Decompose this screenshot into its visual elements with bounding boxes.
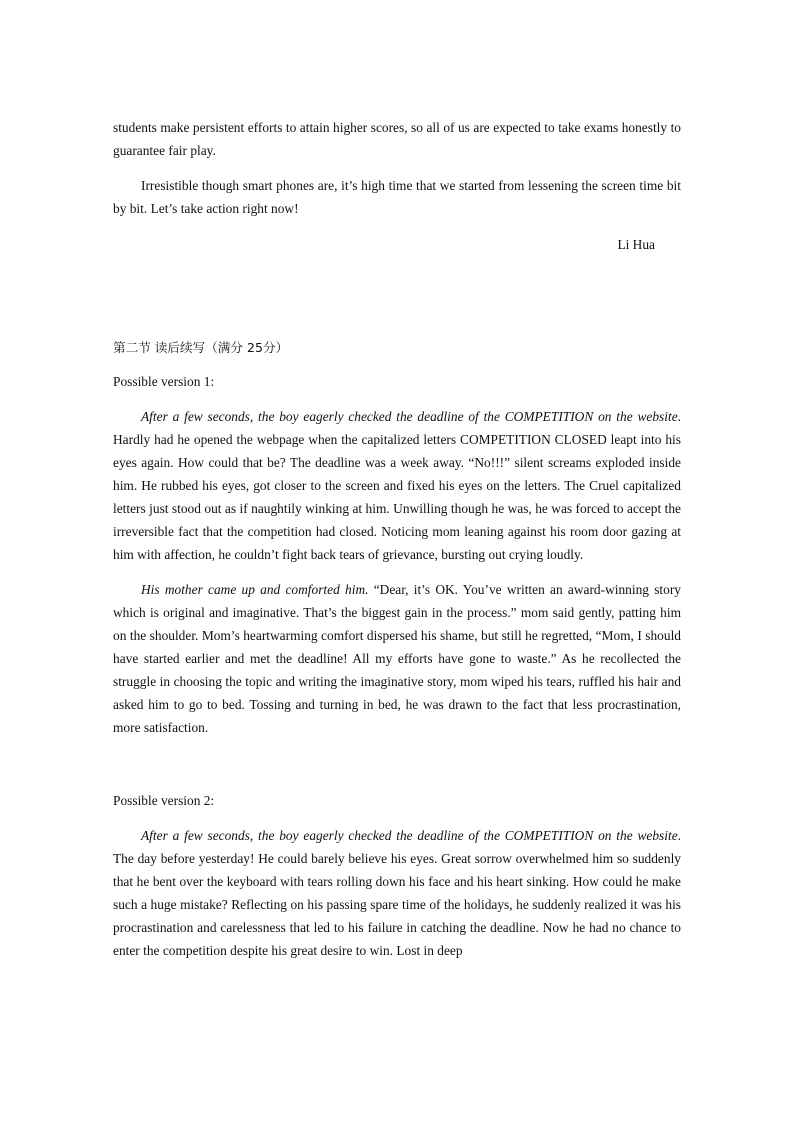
- version-2-label: Possible version 2:: [113, 793, 215, 808]
- version-2-paragraph-1: [113, 824, 681, 962]
- document-page: [113, 116, 681, 962]
- letter-paragraph-2: Irresistible though smart phones are, it’s high time that we started from lessening the screen time bit by bit. Let’s take action right now!: [113, 178, 681, 216]
- letter-paragraph-1: students make persistent efforts to attain higher scores, so all of us are expected to take exams honestly to guarantee fair play.: [113, 120, 681, 158]
- version-1-opening-sentence: After a few seconds, the boy eagerly checked the deadline of the COMPETITION on the website: [141, 409, 678, 424]
- version-1-label: Possible version 1:: [113, 374, 215, 389]
- version-1-paragraph-2-body: “Dear, it’s OK. You’ve written an award-winning story which is original and imaginative. That’s the biggest gain in the process.” mom said gently, patting him on the shoulder. Mom’s heartwarming comfort dispersed his shame, but still he regretted, “Mom, I should have started earlier and met the deadline! All my efforts have gone to waste.” As he recollected the struggle in choosing the topic and writing the imaginative story, mom wiped his tears, ruffled his hair and asked him to go to bed. Tossing and turning in bed, he was drawn to the fact that less procrastination, more satisfaction.: [113, 582, 681, 735]
- section-title: 第二节 读后续写（满分 25分）: [113, 340, 289, 355]
- letter-signature: Li Hua: [617, 237, 655, 252]
- version-2-opening-sentence: After a few seconds, the boy eagerly checked the deadline of the COMPETITION on the website: [141, 828, 678, 843]
- version-1-paragraph-2: [113, 578, 681, 739]
- version-1-paragraph-1: [113, 405, 681, 566]
- version-1-second-opening-sentence: His mother came up and comforted him.: [141, 582, 369, 597]
- version-2-paragraph-1-body: . The day before yesterday! He could barely believe his eyes. Great sorrow overwhelmed him so suddenly that he bent over the keyboard with tears rolling down his face and his heart sinking. How could he make such a huge mistake? Reflecting on his passing spare time of the holidays, he suddenly realized it was his procrastination and carelessness that led to his failure in catching the deadline. Now he had no chance to enter the competition despite his great desire to win. Lost in deep: [113, 828, 681, 958]
- version-1-paragraph-1-body: . Hardly had he opened the webpage when the capitalized letters COMPETITION CLOSED leapt into his eyes again. How could that be? The deadline was a week away. “No!!!” silent screams exploded inside him. He rubbed his eyes, got closer to the screen and fixed his eyes on the letters. The Cruel capitalized letters just stood out as if naughtily winking at him. Unwilling though he was, he was forced to accept the irreversible fact that the competition had closed. Noticing mom leaning against his room door gazing at him with affection, he couldn’t fight back tears of grievance, bursting out crying loudly.: [113, 409, 681, 562]
